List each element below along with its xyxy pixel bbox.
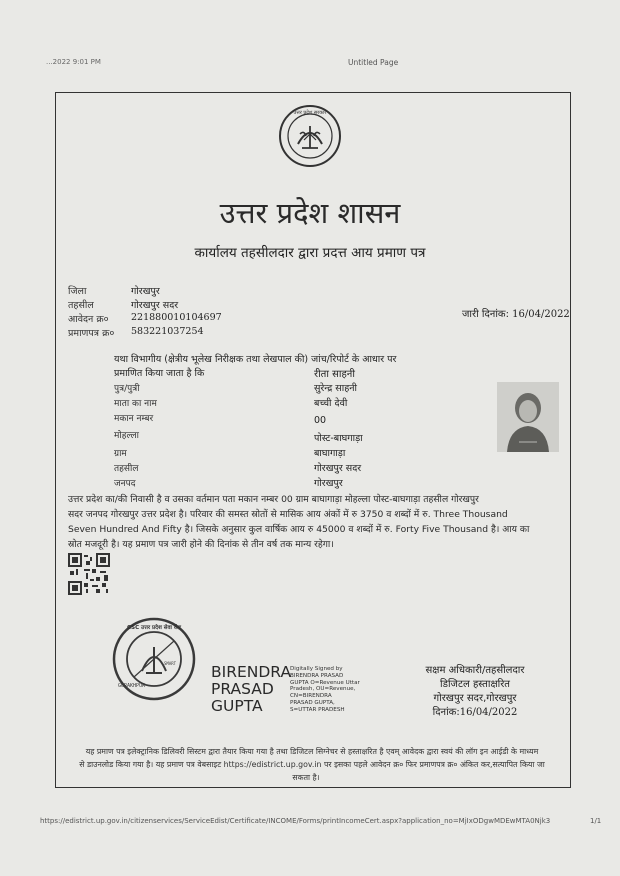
issue-date xyxy=(462,306,570,320)
intro-line-2: प्रमाणित किया जाता है कि xyxy=(114,368,205,379)
emblem-text: उत्तर प्रदेश सरकार xyxy=(293,110,327,116)
detail-label-mother: माता का नाम xyxy=(114,399,157,409)
body-line-4: स्रोत मजदूरी है। यह प्रमाण पत्र जारी होने की दिनांक से तीन वर्ष तक मान्य रहेगा। xyxy=(68,539,334,550)
issue-date-value: 16/04/2022 xyxy=(512,309,570,320)
detail-label-parent: पुत्र/पुत्री xyxy=(114,384,140,394)
meta-label-district: जिला xyxy=(68,286,87,297)
detail-value-village: बाघागाड़ा xyxy=(314,448,346,459)
meta-value-application-no: 221880010104697 xyxy=(131,312,222,323)
body-line-1: उत्तर प्रदेश का/की निवासी है व उसका वर्तमान पता मकान नम्बर 00 ग्राम बाघागाड़ा मोहल्ला पोस्ट-बाघगाड़ा तहसील गोरखपुर xyxy=(68,494,479,505)
digital-line-7: S=UTTAR PRADESH xyxy=(290,706,345,713)
detail-value-mother: बच्ची देवी xyxy=(314,398,348,409)
applicant-photo xyxy=(497,382,559,452)
footer-note-line-3: सकता है। xyxy=(292,773,320,782)
footer-note-line-2: से डाउनलोड किया गया है। यह प्रमाण पत्र वेबसाइट https://edistrict.up.gov.in पर इसका पहले आवेदन क्र० फिर प्रमाणपत्र क्र० अंकित कर,सत्यापित किया जा xyxy=(79,760,545,769)
detail-value-parent: सुरेन्द्र साहनी xyxy=(314,383,357,394)
authority-office: गोरखपुर सदर,गोरखपुर xyxy=(433,693,517,704)
print-datetime: ...2022 9:01 PM xyxy=(46,58,101,66)
signer-name xyxy=(211,664,291,715)
authority-date xyxy=(400,706,550,720)
authority-block xyxy=(400,664,550,720)
footer-note-line-1: यह प्रमाण पत्र इलेक्ट्रानिक डिलिवरी सिस्टम द्वारा तैयार किया गया है तथा डिजिटल सिग्नेचर से हस्ताक्षरित है एवम् आवेदक द्वारा स्वयं की लॉग इन आईडी के माध्यम xyxy=(85,747,539,756)
signer-name-line-1: BIRENDRA xyxy=(211,663,292,681)
digital-line-6: PRASAD GUPTA, xyxy=(290,699,335,706)
body-line-2: सदर जनपद गोरखपुर उत्तर प्रदेश है। परिवार की समस्त स्रोतों से मासिक आय अंकों में रु 3750 व शब्दों में रु. Three Thousand xyxy=(68,509,508,520)
qr-code xyxy=(68,553,110,595)
authority-date-value: 16/04/2022 xyxy=(459,707,518,718)
detail-label-locality: मोहल्ला xyxy=(114,431,139,441)
detail-value-district: गोरखपुर xyxy=(314,478,343,489)
digital-line-3: GUPTA O=Revenue Uttar xyxy=(290,679,360,686)
seal-text: CSC उत्तर प्रदेश सेवा केंद्र xyxy=(127,625,181,631)
up-government-emblem xyxy=(278,104,342,168)
detail-value-tehsil: गोरखपुर सदर xyxy=(314,463,362,474)
body-line-3: Seven Hundred And Fifty है। जिसके अनुसार कुल वार्षिक आय रु 45000 व शब्दों में रु. Forty Five Thousand है। आय का xyxy=(68,524,530,535)
authority-digital-signed: डिजिटल हस्ताक्षरित xyxy=(440,679,510,690)
detail-label-district: जनपद xyxy=(114,479,136,489)
detail-label-village: ग्राम xyxy=(114,449,127,459)
signer-name-line-2: PRASAD xyxy=(211,680,274,698)
meta-label-tehsil: तहसील xyxy=(68,300,94,311)
print-page-title: Untitled Page xyxy=(348,58,399,67)
detail-value-house-no: 00 xyxy=(314,415,327,426)
certificate-subtitle: कार्यालय तहसीलदार द्वारा प्रदत्त आय प्रमाण पत्र xyxy=(194,245,426,261)
svg-text:SMART: SMART xyxy=(164,661,177,666)
detail-label-house-no: मकान नम्बर xyxy=(114,414,154,424)
digital-line-4: Pradesh, OU=Revenue, xyxy=(290,686,356,693)
meta-value-certificate-no: 583221037254 xyxy=(131,326,204,337)
authority-date-label: दिनांक: xyxy=(432,707,460,718)
person-photo-icon xyxy=(497,382,559,452)
csc-seal-stamp xyxy=(112,617,196,701)
issue-date-label: जारी दिनांक: xyxy=(462,309,509,320)
authority-designation: सक्षम अधिकारी/तहसीलदार xyxy=(425,665,525,676)
holder-name: रीता साहनी xyxy=(314,369,355,380)
digital-signature-details xyxy=(290,666,360,714)
meta-value-district: गोरखपुर xyxy=(131,286,160,297)
detail-label-tehsil: तहसील xyxy=(114,464,139,474)
meta-label-application-no: आवेदन क्र० xyxy=(68,314,109,325)
svg-text:GORAKHPUR: GORAKHPUR xyxy=(118,683,146,689)
intro-line-1: यथा विभागीय (क्षेत्रीय भूलेख निरीक्षक तथा लेखपाल की) जांच/रिपोर्ट के आधार पर xyxy=(114,354,397,365)
print-page-number: 1/1 xyxy=(590,817,602,825)
digital-line-5: CN=BIRENDRA xyxy=(290,693,332,700)
meta-value-tehsil: गोरखपुर सदर xyxy=(131,300,179,311)
qr-code-icon xyxy=(68,553,110,595)
signer-name-line-3: GUPTA xyxy=(211,697,263,715)
page-title: उत्तर प्रदेश शासन xyxy=(219,196,401,230)
detail-value-locality: पोस्ट-बाघगाड़ा xyxy=(314,433,363,444)
print-url: https://edistrict.up.gov.in/citizenservices/ServiceEdist/Certificate/INCOME/Forms/printIncomeCert.aspx?application_no=MjIxODgwMDEwMTA0Njk3 xyxy=(40,817,551,825)
digital-line-1: Digitally Signed by xyxy=(290,666,343,672)
meta-label-certificate-no: प्रमाणपत्र क्र० xyxy=(68,328,115,339)
digital-line-2: BIRENDRA PRASAD xyxy=(290,672,344,679)
